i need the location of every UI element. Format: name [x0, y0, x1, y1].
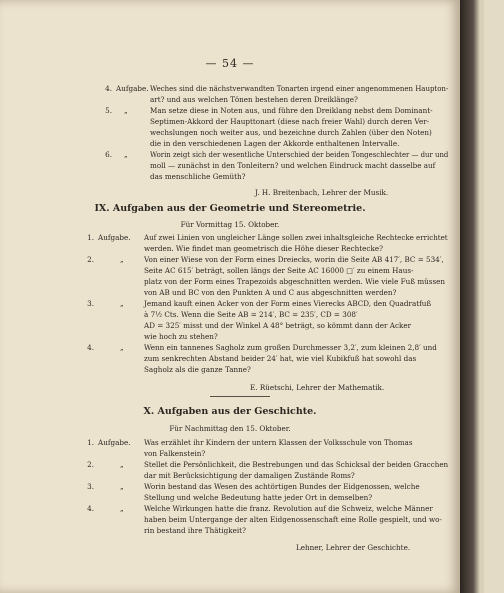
question-line: zum senkrechten Abstand beider 24′ hat, wie viel Kubikfuß hat sowohl das	[144, 354, 417, 363]
question-line: Seite AC 615′ beträgt, sollen längs der Seite AC 16000 □′ zu einem Haus-	[144, 266, 414, 275]
question-line: Man setze diese in Noten aus, und führe den Dreiklang nebst dem Dominant-	[150, 106, 433, 115]
item-label: „	[120, 255, 124, 264]
question-line: haben beim Untergange der alten Eidgenossenschaft eine Rolle gespielt, und wo-	[144, 515, 442, 524]
question-line: Wenn ein tannenes Sagholz zum großen Durchmesser 3,2′, zum kleinen 2,8′ und	[144, 343, 437, 352]
item-number: 4.	[87, 504, 94, 513]
item-label: „	[124, 150, 128, 159]
question-line: Worin bestand das Wesen des achtörtigen Bundes der Eidgenossen, welche	[144, 482, 420, 491]
question-line: das menschliche Gemüth?	[150, 172, 246, 181]
question-line: wechslungen noch weiter aus, und bezeichne durch Zahlen (über den Noten)	[150, 128, 432, 137]
item-number: 1.	[87, 438, 94, 447]
item-label: „	[120, 299, 124, 308]
item-label: „	[120, 504, 124, 513]
item-number: 5.	[105, 106, 112, 115]
item-label: Aufgabe.	[98, 233, 131, 242]
question-line: Stellung und welche Bedeutung hatte jeder Ort in demselben?	[144, 493, 373, 502]
page-number: — 54 —	[205, 57, 255, 70]
question-line: Was erzählet ihr Kindern der untern Klassen der Volksschule von Thomas	[144, 438, 413, 447]
question-line: werden. Wie findet man geometrisch die Höhe dieser Rechtecke?	[144, 244, 383, 253]
question-line: Welche Wirkungen hatte die franz. Revolution auf die Schweiz, welche Männer	[144, 504, 433, 513]
signature: E. Rüetschi, Lehrer der Mathematik.	[250, 383, 385, 392]
question-line: von AB und BC von den Punkten A und C aus abgeschnitten werden?	[144, 288, 397, 297]
item-number: 4.	[87, 343, 94, 352]
question-line: Sagholz als die ganze Tanne?	[144, 365, 251, 374]
item-label: Aufgabe.	[98, 438, 131, 447]
question-line: art? und aus welchen Tönen bestehen deren Dreiklänge?	[150, 95, 358, 104]
item-label: „	[124, 106, 128, 115]
question-line: platz von der Form eines Trapezoids abgeschnitten werden. Wie viele Fuß müssen	[144, 277, 446, 286]
item-number: 3.	[87, 299, 94, 308]
item-number: 4.	[105, 84, 112, 93]
question-line: Von einer Wiese von der Form eines Dreiecks, worin die Seite AB 417′, BC = 534′,	[144, 255, 444, 264]
question-line: von Falkenstein?	[144, 449, 206, 458]
question-line: AD = 325′ misst und der Winkel A 48° beträgt, so kömmt dann der Acker	[144, 321, 412, 330]
item-label: „	[120, 460, 124, 469]
question-line: Septimen-Akkord der Haupttonart (diese nach freier Wahl) durch deren Ver-	[150, 117, 430, 126]
item-number: 3.	[87, 482, 94, 491]
next-page-edge	[484, 0, 504, 593]
question-line: dar mit Berücksichtigung der damaligen Zustände Roms?	[144, 471, 355, 480]
section-subheading: Für Nachmittag den 15. Oktober.	[169, 424, 291, 433]
item-number: 2.	[87, 460, 94, 469]
question-line: Jemand kauft einen Acker von der Form eines Vierecks ABCD, den Quadratfuß	[144, 299, 432, 308]
section-divider	[210, 396, 270, 397]
question-line: Stellet die Persönlichkeit, die Bestrebungen und das Schicksal der beiden Gracchen	[144, 460, 449, 469]
section-heading: X. Aufgaben aus der Geschichte.	[143, 406, 317, 417]
item-number: 1.	[87, 233, 94, 242]
question-line: Worin zeigt sich der wesentliche Unterschied der beiden Tongeschlechter — dur und	[150, 150, 449, 159]
section-heading: IX. Aufgaben aus der Geometrie und Stereometrie.	[94, 203, 366, 214]
item-label: „	[120, 482, 124, 491]
signature: J. H. Breitenbach, Lehrer der Musik.	[255, 188, 389, 197]
signature: Lehner, Lehrer der Geschichte.	[296, 543, 411, 552]
question-line: à 7½ Cts. Wenn die Seite AB = 214′, BC = 235′, CD = 308′	[144, 310, 358, 319]
section-subheading: Für Vormittag 15. Oktober.	[180, 220, 280, 229]
question-line: Auf zwei Linien von ungleicher Länge sollen zwei inhaltsgleiche Rechtecke errichtet	[144, 233, 448, 242]
item-number: 6.	[105, 150, 112, 159]
item-label: „	[120, 343, 124, 352]
item-number: 2.	[87, 255, 94, 264]
question-line: moll — zunächst in den Tonleitern? und welchen Eindruck macht dasselbe auf	[150, 161, 436, 170]
question-line: Weches sind die nächstverwandten Tonarten irgend einer angenommenen Haupton-	[150, 84, 449, 93]
question-line: wie hoch zu stehen?	[144, 332, 218, 341]
question-line: die in den verschiedenen Lagen der Akkorde enthaltenen Intervalle.	[150, 139, 400, 148]
item-label: Aufgabe.	[116, 84, 149, 93]
question-line: rin bestand ihre Thätigkeit?	[144, 526, 246, 535]
